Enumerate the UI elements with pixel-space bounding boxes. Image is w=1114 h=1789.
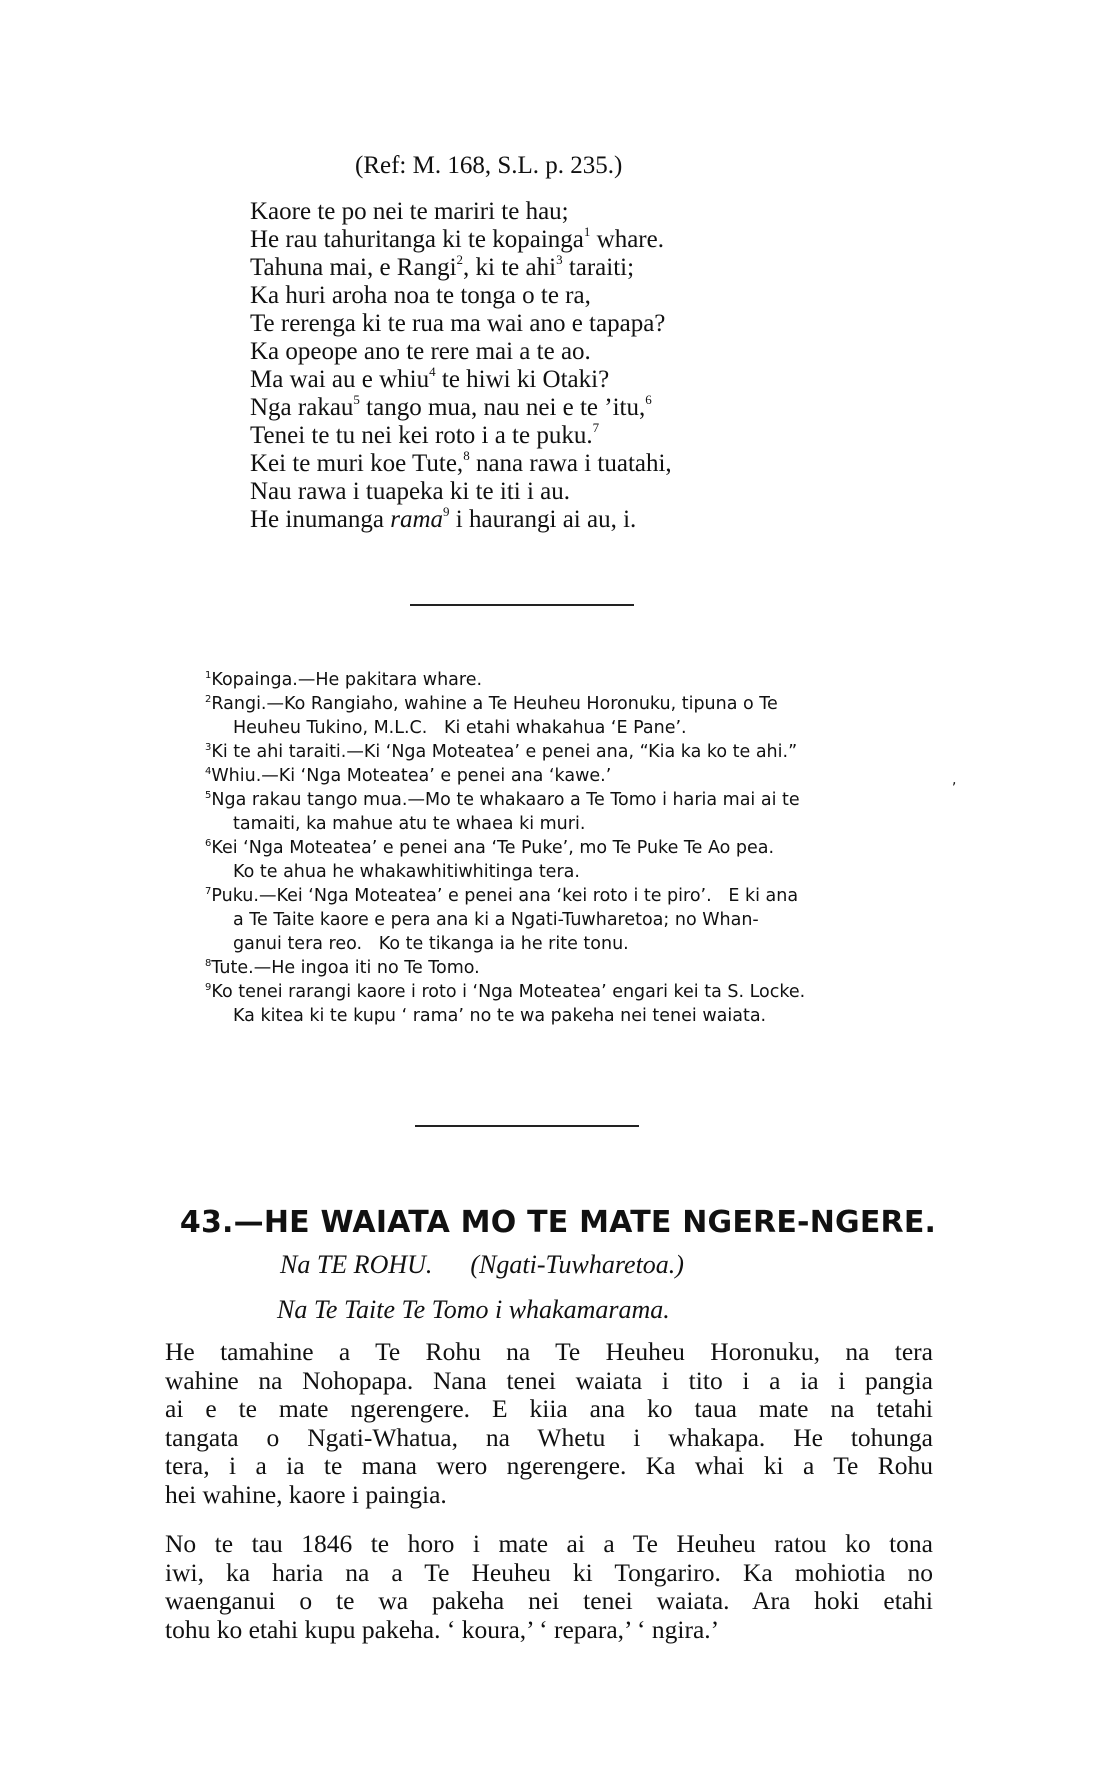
footnote-continuation: [205, 716, 945, 740]
footnote-text: Ko tenei rarangi kaore i roto i ‘Nga Moteatea’ engari kei ta S. Locke.: [211, 982, 806, 1002]
footnote-text: Ko te ahua he whakawhitiwhitinga tera.: [233, 862, 580, 882]
poem-line: [250, 282, 672, 310]
paragraph-line: tangata o Ngati-Whatua, na Whetu i whakapa. He tohunga: [165, 1422, 933, 1452]
footnote: [205, 884, 945, 956]
poem-line: [250, 394, 672, 422]
paragraph-1: [165, 1338, 933, 1509]
footnote: [205, 788, 945, 836]
poem-text: nana rawa i tuatahi,: [469, 450, 672, 477]
paragraph-line: ai e te mate ngerengere. E kiia ana ko taua mate na tetahi: [165, 1394, 933, 1423]
footnote-text: Kei ‘Nga Moteatea’ e penei ana ‘Te Puke’, mo Te Puke Te Ao pea.: [211, 838, 775, 858]
poem-text: Kaore te po nei te mariri te hau;: [250, 198, 569, 225]
footnote: [205, 764, 945, 788]
footnote: [205, 692, 945, 740]
footnote-marker: 4: [429, 364, 436, 379]
paragraph-line: wahine na Nohopapa. Nana tenei waiata i tito i a ia i pangia: [165, 1365, 933, 1395]
footnote-line: [205, 884, 945, 908]
poem-line: [250, 198, 672, 226]
poem-line: [250, 226, 672, 254]
footnote-text: Whiu.—Ki ‘Nga Moteatea’ e penei ana ‘kawe.’: [211, 766, 612, 786]
poem-text: , ki te ahi: [463, 254, 557, 281]
poem-line: [250, 506, 672, 534]
footnote-number: 8: [205, 958, 212, 969]
poem-text: tango mua, nau nei e te ’itu,: [359, 394, 646, 421]
footnote-number: 5: [205, 790, 212, 801]
footnote-number: 1: [205, 670, 212, 681]
footnote: [205, 668, 945, 692]
poem-text: i haurangi ai au, i.: [449, 506, 637, 533]
poem-text: te hiwi ki Otaki?: [435, 366, 610, 393]
footnote-number: 4: [205, 766, 212, 777]
footnote-text: Nga rakau tango mua.—Mo te whakaaro a Te Tomo i haria mai ai te: [211, 790, 800, 810]
poem-text: Nga rakau: [250, 394, 354, 421]
footnote-marker: 5: [353, 392, 360, 407]
footnote-number: 7: [205, 886, 212, 897]
poem-line: [250, 338, 672, 366]
footnote-text: ganui tera reo. Ko te tikanga ia he rite tonu.: [233, 934, 629, 954]
footnote-continuation: [205, 908, 945, 932]
footnote-marker: 8: [463, 448, 470, 463]
footnote: [205, 836, 945, 884]
footnote: [205, 980, 945, 1028]
footnote-text: Rangi.—Ko Rangiaho, wahine a Te Heuheu Horonuku, tipuna o Te: [211, 694, 778, 714]
footnote-continuation: [205, 812, 945, 836]
poem: [250, 198, 672, 534]
poem-line: [250, 450, 672, 478]
poem-text: taraiti;: [562, 254, 635, 281]
footnote-text: Ka kitea ki te kupu ‘ rama’ no te wa pakeha nei tenei waiata.: [233, 1006, 767, 1026]
footnote-text: a Te Taite kaore e pera ana ki a Ngati-Tuwharetoa; no Whan-: [233, 910, 759, 930]
poem-text: Tenei te tu nei kei roto i a te puku.: [250, 422, 593, 449]
poem-text: Te rerenga ki te rua ma wai ano e tapapa?: [250, 310, 666, 337]
poem-text: whare.: [590, 226, 664, 253]
footnote-line: [205, 740, 945, 764]
poem-text: Kei te muri koe Tute,: [250, 450, 464, 477]
footnote-marker: 9: [443, 504, 450, 519]
divider-lower: [415, 1125, 639, 1127]
footnote-text: Tute.—He ingoa iti no Te Tomo.: [211, 958, 480, 978]
footnote-marker: 2: [456, 252, 464, 267]
paragraph-line: tohu ko etahi kupu pakeha. ‘ koura,’ ‘ repara,’ ‘ ngira.’: [165, 1614, 720, 1644]
footnote-line: [205, 980, 945, 1004]
section-byline: [280, 1250, 684, 1280]
footnote-marker: 3: [556, 252, 563, 267]
author-name: Na TE ROHU.: [280, 1250, 433, 1279]
footnote-marker: 1: [583, 224, 591, 239]
footnote-line: [205, 836, 945, 860]
footnote-continuation: [205, 860, 945, 884]
divider-upper: [410, 604, 634, 606]
paragraph-line: waenganui o te wa pakeha nei tenei waiata. Ara hoki etahi: [165, 1586, 933, 1615]
poem-line: [250, 366, 672, 394]
poem-text: Ka opeope ano te rere mai a te ao.: [250, 338, 591, 365]
paragraph-line: He tamahine a Te Rohu na Te Heuheu Horonuku, na tera: [165, 1337, 933, 1366]
reference-line: (Ref: M. 168, S.L. p. 235.): [355, 152, 623, 179]
poem-text: Ma wai au e whiu: [250, 366, 430, 393]
poem-text: Tahuna mai, e Rangi: [250, 254, 457, 281]
poem-italic-word: rama: [390, 506, 444, 533]
footnote-text: Ki te ahi taraiti.—Ki ‘Nga Moteatea’ e penei ana, “Kia ka ko te ahi.”: [211, 742, 798, 762]
footnote-marker: 6: [645, 392, 652, 407]
paragraph-2: [165, 1530, 933, 1644]
footnote: [205, 956, 945, 980]
footnote-number: 9: [205, 982, 212, 993]
explainer-line: Na Te Taite Te Tomo i whakamarama.: [277, 1295, 670, 1324]
paragraph-line: iwi, ka haria na a Te Heuheu ki Tongariro. Ka mohiotia no: [165, 1557, 933, 1587]
footnote: [205, 740, 945, 764]
footnote-line: [205, 692, 945, 716]
poem-text: He inumanga: [250, 506, 391, 533]
poem-line: [250, 254, 672, 282]
poem-line: [250, 422, 672, 450]
footnote-line: [205, 956, 945, 980]
paragraph-line: tera, i a ia te mana wero ngerengere. Ka whai ki a Te Rohu: [165, 1451, 933, 1480]
footnote-text: tamaiti, ka mahue atu te whaea ki muri.: [233, 814, 586, 834]
footnotes: [205, 668, 945, 1028]
footnote-number: 3: [205, 742, 212, 753]
footnote-number: 6: [205, 838, 212, 849]
footnote-number: 2: [205, 694, 212, 705]
footnote-text: Kopainga.—He pakitara whare.: [211, 670, 483, 690]
footnote-text: Puku.—Kei ‘Nga Moteatea’ e penei ana ‘kei roto i te piro’. E ki ana: [211, 886, 799, 906]
footnote-marker: 7: [592, 420, 600, 435]
footnote-continuation: [205, 932, 945, 956]
footnote-continuation: [205, 1004, 945, 1028]
paragraph-line: No te tau 1846 te horo i mate ai a Te Heuheu ratou ko tona: [165, 1529, 933, 1558]
poem-text: He rau tahuritanga ki te kopainga: [250, 226, 584, 253]
paragraph-line: hei wahine, kaore i paingia.: [165, 1479, 447, 1509]
poem-text: Ka huri aroha noa te tonga o te ra,: [250, 282, 591, 309]
poem-line: [250, 478, 672, 506]
poem-line: [250, 310, 672, 338]
footnote-line: [205, 788, 945, 812]
tribe-name: (Ngati-Tuwharetoa.): [470, 1250, 684, 1279]
print-speck: ,: [952, 772, 957, 788]
footnote-line: [205, 668, 945, 692]
footnote-text: Heuheu Tukino, M.L.C. Ki etahi whakahua ‘E Pane’.: [233, 718, 687, 738]
footnote-line: [205, 764, 945, 788]
section-heading: 43.—HE WAIATA MO TE MATE NGERE-NGERE.: [179, 1205, 937, 1240]
poem-text: Nau rawa i tuapeka ki te iti i au.: [250, 478, 571, 505]
